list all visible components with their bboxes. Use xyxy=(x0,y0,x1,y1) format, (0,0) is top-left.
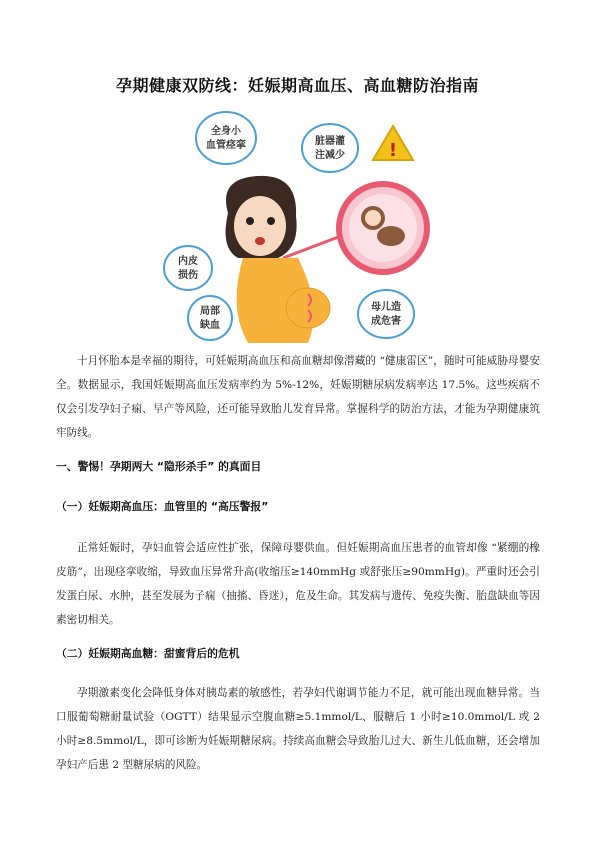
bubble-local-ischemia xyxy=(188,296,232,340)
bubble-maternal-fetal-harm xyxy=(358,290,414,338)
bubble-text-4b: 缺血 xyxy=(200,320,220,331)
subsection1-text: 正常妊娠时，孕妇血管会适应性扩张，保障母婴供血。但妊娠期高血压患者的血管却像 “紧绷的橡皮筋”，出现痉挛收缩，导致血压异常升高(收缩压≥140mmHg 或舒张压≥90mmHg)。严重时还会引发蛋白尿、水肿，甚至发展为子痫（抽搐、昏迷），危及生命。其发病与遗传、免疫失衡、胎盘缺血等因素密切相关。 xyxy=(56,542,540,626)
bubble-text-1b: 血管痉挛 xyxy=(206,140,246,151)
subsection2-heading: （二）妊娠期高血糖：甜蜜背后的危机 xyxy=(56,647,240,660)
bubble-text-1a: 全身小 xyxy=(211,126,241,137)
bubble-text-4a: 局部 xyxy=(200,306,220,317)
bubble-text-3b: 损伤 xyxy=(178,270,198,281)
pregnancy-illustration xyxy=(158,108,440,348)
bubble-text-2b: 注减少 xyxy=(315,150,345,161)
bubble-text-2a: 脏器灌 xyxy=(315,136,345,147)
bubble-endothelial-damage xyxy=(164,246,212,290)
document-title: 孕期健康双防线：妊娠期高血压、高血糖防治指南 xyxy=(115,76,479,95)
bubble-systemic-vasospasm xyxy=(196,112,256,164)
subsection2-text: 孕期激素变化会降低身体对胰岛素的敏感性，若孕妇代谢调节能力不足，就可能出现血糖异常。当口服葡萄糖耐量试验（OGTT）结果显示空腹血糖≥5.1mmol/L、服糖后 1 小时≥10.0mmol/L 或 2 小时≥8.5mmol/L，即可诊断为妊娠期糖尿病。持续高血糖会导致胎儿过大、新生儿低血糖，还会增加孕妇产后患 2 型糖尿病的风险。 xyxy=(56,687,540,771)
section1-heading: 一、警惕！孕期两大 “隐形杀手” 的真面目 xyxy=(56,460,262,473)
subsection1-heading: （一）妊娠期高血压：血管里的 “高压警报” xyxy=(56,500,269,513)
bubble-text-5a: 母儿造 xyxy=(371,302,401,313)
warning-icon xyxy=(373,126,413,161)
intro-paragraph: 十月怀胎本是幸福的期待，可妊娠期高血压和高血糖却像潜藏的 “健康雷区”，随时可能威胁母婴安全。数据显示，我国妊娠期高血压发病率约为 5%-12%，妊娠期糖尿病发病率达 17.5%。这些疾病不仅会引发孕妇子痫、早产等风险，还可能导致胎儿发育异常。掌握科学的防治方法，才能为孕期健康筑牢防线。 xyxy=(56,355,540,439)
warning-symbol: ! xyxy=(388,140,398,161)
mother-figure xyxy=(226,176,330,343)
bubble-text-5b: 成危害 xyxy=(371,316,401,327)
bubble-organ-perfusion xyxy=(302,124,358,172)
womb-icon xyxy=(339,184,427,272)
bubble-text-3a: 内皮 xyxy=(178,256,198,267)
